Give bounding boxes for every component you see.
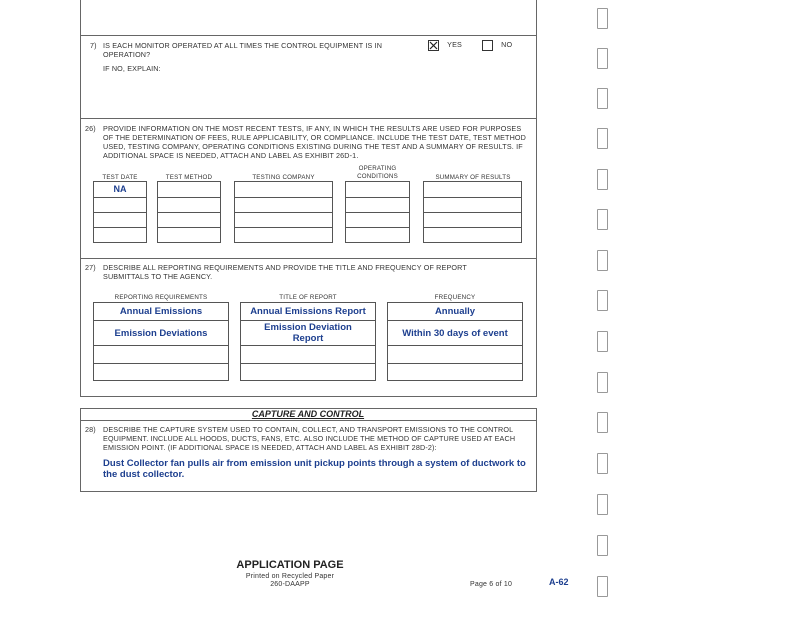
binder-hole-icon	[597, 209, 608, 230]
q28-text: DESCRIBE THE CAPTURE SYSTEM USED TO CONTAIN, COLLECT, AND TRANSPORT EMISSIONS TO THE CONTROL EQUIPMENT. INCLUDE ALL HOODS, DUCTS, FANS, ETC. ALSO INCLUDE THE METHOD OF CAPTURE USED AT EACH EMISSION POINT. (IF ADDITIONAL SPACE IS NEEDED, ATTACH AND LABEL AS EXHIBIT 28D-2):	[103, 425, 516, 452]
binder-hole-icon	[597, 250, 608, 271]
q27-header-reporting: REPORTING REQUIREMENTS	[114, 294, 208, 301]
binder-hole-icon	[597, 88, 608, 109]
q26-col-testing-company[interactable]	[234, 181, 333, 243]
q27-row1-title: Annual Emissions Report	[250, 306, 366, 317]
yes-label: YES	[447, 40, 462, 50]
binder-hole-icon	[597, 535, 608, 556]
divider	[80, 258, 536, 259]
footer-printed: Printed on Recycled Paper	[245, 573, 335, 580]
no-checkbox[interactable]	[482, 40, 493, 51]
binder-hole-icon	[597, 331, 608, 352]
q27-number: 27)	[85, 263, 96, 272]
q26-header-test-method: TEST METHOD	[165, 174, 213, 181]
binder-hole-icon	[597, 8, 608, 29]
q27-col-frequency[interactable]	[387, 302, 523, 381]
q7-number: 7)	[90, 41, 97, 50]
q27-row2-frequency: Within 30 days of event	[402, 328, 508, 339]
q27-col-title[interactable]	[240, 302, 376, 381]
q27-text: DESCRIBE ALL REPORTING REQUIREMENTS AND PROVIDE THE TITLE AND FREQUENCY OF REPORT SUBMITTALS TO THE AGENCY.	[103, 263, 467, 281]
divider	[80, 35, 536, 36]
q27-row2-requirement: Emission Deviations	[114, 328, 208, 339]
no-label: NO	[501, 40, 513, 50]
capture-title-text: CAPTURE AND CONTROL	[251, 409, 365, 419]
capture-title	[80, 408, 536, 421]
q26-header-summary: SUMMARY OF RESULTS	[435, 174, 511, 181]
binder-hole-icon	[597, 576, 608, 597]
q27-col-reporting[interactable]	[93, 302, 229, 381]
q27-row2-title: Emission Deviation Report	[264, 322, 352, 344]
yes-checkbox[interactable]	[428, 40, 439, 51]
q28-answer: Dust Collector fan pulls air from emission unit pickup points through a system of ductwork to the dust collector.	[103, 458, 526, 480]
q26-header-operating-conditions: OPERATING CONDITIONS	[357, 165, 398, 180]
q26-number: 26)	[85, 124, 96, 133]
checked-x-icon	[429, 41, 438, 50]
q26-header-test-date: TEST DATE	[102, 174, 138, 181]
footer-page-id: A-62	[549, 577, 569, 587]
q26-col-summary[interactable]	[423, 181, 522, 243]
divider	[80, 118, 536, 119]
q28-number: 28)	[85, 425, 96, 434]
q26-text: PROVIDE INFORMATION ON THE MOST RECENT TESTS, IF ANY, IN WHICH THE RESULTS ARE USED FOR PURPOSES OF THE DETERMINATION OF FEES, RULE APPLICABILITY, OR COMPLIANCE. INCLUDE THE TEST DATE, TEST METHOD USED, TESTING COMPANY, OPERATING CONDITIONS EXISTING DURING THE TEST AND A SUMMARY OF RESULTS. IF ADDITIONAL SPACE IS NEEDED, ATTACH AND LABEL AS EXHIBIT 26D-1.	[103, 124, 527, 160]
q26-col-test-date[interactable]	[93, 181, 147, 243]
q26-col-operating-conditions[interactable]	[345, 181, 410, 243]
binder-hole-icon	[597, 48, 608, 69]
q27-row1-requirement: Annual Emissions	[119, 306, 203, 317]
binder-hole-icon	[597, 290, 608, 311]
binder-hole-icon	[597, 372, 608, 393]
binder-hole-icon	[597, 128, 608, 149]
q26-na-value: NA	[113, 184, 127, 194]
binder-hole-icon	[597, 169, 608, 190]
q7-no-option[interactable]	[482, 40, 512, 51]
q7-question: IS EACH MONITOR OPERATED AT ALL TIMES THE CONTROL EQUIPMENT IS IN OPERATION?	[103, 41, 383, 59]
q26-col-test-method[interactable]	[157, 181, 221, 243]
binder-hole-icon	[597, 412, 608, 433]
footer-title: APPLICATION PAGE	[236, 559, 344, 571]
q27-row1-frequency: Annually	[434, 306, 476, 317]
binder-hole-icon	[597, 494, 608, 515]
binder-hole-icon	[597, 453, 608, 474]
footer-form-code: 260-DAAPP	[270, 581, 310, 588]
footer-page-number: Page 6 of 10	[470, 581, 513, 588]
q7-explain-label: IF NO, EXPLAIN:	[103, 64, 161, 73]
q27-header-frequency: FREQUENCY	[434, 294, 476, 301]
q27-header-title: TITLE OF REPORT	[279, 294, 337, 301]
q7-yes-option[interactable]	[428, 40, 462, 51]
q26-header-testing-company: TESTING COMPANY	[252, 174, 315, 181]
